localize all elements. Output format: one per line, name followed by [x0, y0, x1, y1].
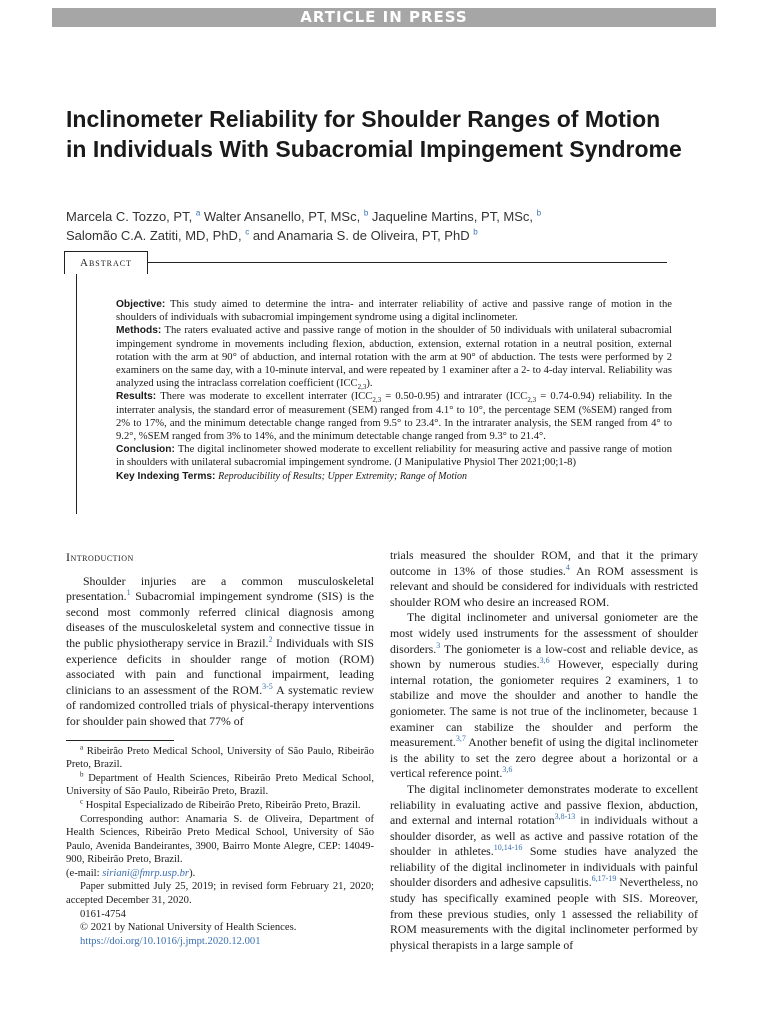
- author-name: Walter Ansanello, PT, MSc,: [203, 209, 361, 224]
- footnotes: [66, 745, 374, 949]
- methods-subscript: 2,3: [357, 383, 367, 392]
- citation-link[interactable]: 10,14-16: [493, 843, 523, 853]
- footnote-doi: [66, 935, 374, 949]
- citation-link[interactable]: 4: [565, 562, 570, 572]
- affiliation-mark[interactable]: b: [473, 227, 478, 237]
- body-text: An ROM assessment is relevant and should be considered for individuals with restricted shoulder ROM who desire an increased ROM.: [390, 563, 698, 609]
- abstract-results: [116, 390, 672, 443]
- citation-link[interactable]: 1: [126, 588, 131, 598]
- abstract-top-rule: [146, 262, 667, 263]
- footnote-affiliation-b: $^b$ Department of Health Sciences, Ribeirão Preto Medical School, University of São Paulo, Ribeirão Preto, Brazil.: [66, 770, 374, 798]
- abstract-heading: Abstract: [64, 251, 148, 274]
- objective-label: Objective:: [116, 299, 166, 310]
- citation-link[interactable]: 3,6: [539, 656, 550, 666]
- section-heading-introduction: Introduction: [66, 550, 134, 564]
- affiliation-mark[interactable]: a: [195, 208, 201, 218]
- footnote-text: Department of Health Sciences, Ribeirão Preto Medical School, University of São Paulo, Ribeirão Preto, Brazil.: [66, 772, 374, 798]
- footnote-text: Hospital Especializado de Ribeirão Preto, Ribeirão Preto, Brazil.: [85, 799, 361, 811]
- abstract-keywords: [116, 470, 672, 483]
- body-text: Shoulder injuries are a common musculoskeletal presentation.: [66, 573, 374, 604]
- body-text: A systematic review of randomized controlled trials of physical-therapy interventions for shoulder pain showed that 77% of: [66, 682, 374, 728]
- methods-label: Methods:: [116, 325, 162, 337]
- email-link[interactable]: siriani@fmrp.usp.br: [102, 867, 190, 879]
- body-text: Another benefit of using the digital inclinometer is the ability to set the zero degree about a horizontal or a vertical reference point.: [390, 735, 698, 781]
- body-text: Subacromial impingement syndrome (SIS) is the second most commonly referred clinical diagnosis among diseases of the musculoskeletal system and connective tissue in the public physiotherapy service in Brazil.: [66, 589, 374, 650]
- footnote-affiliation-c: $^c$ Hospital Especializado de Ribeirão Preto, Ribeirão Preto, Brazil.: [80, 797, 361, 811]
- footnote-submitted: Paper submitted July 25, 2019; in revised form February 21, 2020; accepted December 31, 2020.: [66, 881, 374, 907]
- article-in-press-banner: ARTICLE IN PRESS: [52, 8, 716, 27]
- citation-link[interactable]: 6,17-19: [591, 874, 617, 884]
- author-name: Salomão C.A. Zatiti, MD, PhD,: [66, 228, 242, 243]
- results-subscript: 2,3: [527, 396, 537, 405]
- article-title: Inclinometer Reliability for Shoulder Ranges of Motion in Individuals With Subacromial Impingement Syndrome: [66, 106, 682, 162]
- abstract-body: [116, 298, 672, 483]
- body-text: Some studies have analyzed the reliability of the digital inclinometer in individuals with painful shoulder disorders and adhesive capsulitis.: [390, 844, 698, 890]
- footnote-copyright: © 2021 by National University of Health Sciences.: [80, 922, 297, 934]
- results-text: = 0.50-0.95) and intrarater (ICC: [381, 391, 528, 403]
- abstract-side-rule: [76, 272, 77, 514]
- author-name: and Anamaria S. de Oliveira, PT, PhD: [252, 228, 470, 243]
- citation-link[interactable]: 3,7: [455, 734, 466, 744]
- body-text: trials measured the shoulder ROM, and that it the primary outcome in 13% of those studies.: [390, 548, 698, 578]
- body-text: in individuals without a shoulder disorder, as well as active and passive rotation of the shoulder in athletes.: [390, 813, 698, 859]
- footnote-corresponding: Corresponding author: Anamaria S. de Oliveira, Department of Health Sciences, Ribeirão Preto Medical School, University of São Paulo, Avenida Bandeirantes, 3900, Bairro Monte Alegre, CEP: 14049-900, Ribeirão Preto, Brazil.: [66, 813, 374, 866]
- body-text: However, especially during internal rotation, the goniometer requires 2 examiners, 1 to stabilize and move the shoulder and another to handle the goniometer. The same is not true of the inclinometer, because 1 examiner can stabilize the shoulder and perform the measurement.: [390, 657, 698, 750]
- citation-link[interactable]: 3-5: [262, 681, 273, 691]
- methods-text: The raters evaluated active and passive range of motion in the shoulder of 50 individuals with unilateral subacromial impingement syndrome in movements including flexion, abduction, extension, external rotation in a neutral position, external rotation with the arm at 90° of abduction, and internal rotation with the arm at 90° of abduction. The tests were performed by 2 examiners on the same day, with a 10-minute interval, and were repeated by 1 examiner after a 2- to 4-day interval. Reliability was analyzed using the intraclass correlation coefficient (ICC: [116, 325, 672, 390]
- results-text: = 0.74-0.94) reliability. In the interrater analysis, the standard error of measurement (SEM) ranged from 4.1° to 10°, the percentage SEM (%SEM) ranged from 2% to 17%, and the minimum detectable change ranged from 9.5° to 23.4°. In the intrarater analysis, the SEM ranged from 4° to 9.2°, %SEM ranged from 3% to 14%, and the minimum detectable change ranged from 9.3° to 21.4°.: [116, 391, 673, 443]
- body-text: Individuals with SIS experience deficits in shoulder range of motion (ROM) associated with pain and functional impairment, leading clinicians to an assessment of the ROM.: [66, 635, 374, 697]
- citation-link[interactable]: 3: [436, 640, 441, 650]
- results-label: Results:: [116, 391, 157, 403]
- abstract-methods: [116, 324, 672, 390]
- author-name: Marcela C. Tozzo, PT,: [66, 209, 193, 224]
- body-text: The digital inclinometer demonstrates moderate to excellent reliability in evaluating active and passive flexion, abduction, and external and internal rotation: [390, 781, 698, 828]
- right-column: [390, 548, 698, 953]
- citation-link[interactable]: 3,6: [502, 765, 513, 775]
- citation-link[interactable]: 3,8-13: [554, 812, 576, 822]
- methods-text-end: ).: [366, 378, 373, 390]
- body-paragraph: [390, 782, 698, 954]
- abstract-conclusion: [116, 443, 672, 469]
- results-text: There was moderate to excellent interrater (ICC: [160, 391, 373, 403]
- results-subscript: 2,3: [372, 396, 382, 405]
- keywords-text: Reproducibility of Results; Upper Extremity; Range of Motion: [218, 470, 468, 482]
- body-text: The goniometer is a low-cost and reliable device, as shown by numerous studies.: [390, 641, 698, 672]
- citation-link[interactable]: 2: [268, 635, 273, 645]
- footnote-text: ).: [189, 867, 196, 879]
- affiliation-mark[interactable]: c: [245, 227, 250, 237]
- footnote-affiliation-a: $^a$ Ribeirão Preto Medical School, University of São Paulo, Ribeirão Preto, Brazil.: [66, 743, 374, 771]
- body-paragraph: [390, 610, 698, 782]
- footnote-email: [66, 867, 374, 881]
- footnote-rule: [66, 740, 174, 741]
- intro-paragraph: [66, 574, 374, 730]
- left-column: [66, 550, 374, 948]
- affiliation-mark[interactable]: b: [363, 208, 369, 218]
- objective-text: This study aimed to determine the intra- and interrater reliability of active and passive range of motion in the shoulders of individuals with subacromial impingement syndrome using a digital inclinometer.: [116, 299, 672, 324]
- author-name: Jaqueline Martins, PT, MSc,: [371, 209, 534, 224]
- body-paragraph: [390, 548, 698, 610]
- author-list: [66, 207, 706, 245]
- conclusion-label: Conclusion:: [116, 444, 175, 456]
- affiliation-mark[interactable]: b: [536, 208, 542, 218]
- body-text: The digital inclinometer and universal goniometer are the most widely used instruments for the assessment of shoulder disorders.: [390, 610, 698, 656]
- body-text: Nevertheless, no study has specifically examined people with SIS. Moreover, from these previous studies, only 1 assessed the reliability of ROM measurements with the digital inclinometer performed by physical therapists in a large sample of: [390, 875, 698, 952]
- abstract-objective: [116, 298, 672, 324]
- conclusion-text: The digital inclinometer showed moderate to excellent reliability for measuring active and passive range of motion in shoulders with unilateral subacromial impingement syndrome. (J Manipulative Physiol Ther 2021;00;1-8): [116, 444, 672, 469]
- doi-link[interactable]: https://doi.org/10.1016/j.jmpt.2020.12.001: [80, 935, 261, 947]
- keywords-label: Key Indexing Terms:: [116, 470, 216, 482]
- footnote-text: Ribeirão Preto Medical School, University of São Paulo, Ribeirão Preto, Brazil.: [66, 745, 374, 771]
- footnote-issn: 0161-4754: [80, 908, 126, 920]
- footnote-text: (e-mail:: [66, 867, 103, 879]
